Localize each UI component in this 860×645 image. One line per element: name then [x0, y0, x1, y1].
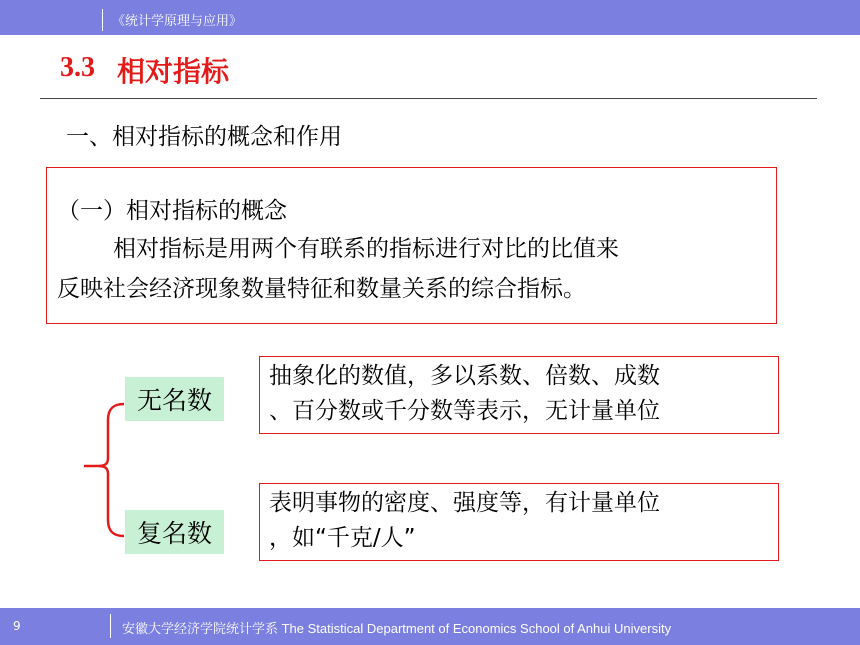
desc-dimensionless-line-2: 、百分数或千分数等表示，无计量单位 — [269, 398, 660, 424]
header-bar — [0, 0, 860, 35]
footer-bar — [0, 608, 860, 645]
desc-compound-unit-line-2: ，如“千克/人” — [269, 525, 416, 551]
slide-title: 相对指标 — [117, 55, 230, 88]
title-divider — [40, 98, 817, 99]
bracket-connector — [80, 400, 126, 550]
label-dimensionless: 无名数 — [125, 377, 224, 421]
section-heading: 一、相对指标的概念和作用 — [66, 124, 342, 150]
concept-body-line-1: 相对指标是用两个有联系的指标进行对比的比值来 — [113, 236, 619, 262]
desc-dimensionless-line-1: 抽象化的数值，多以系数、倍数、成数 — [269, 363, 660, 389]
header-divider — [102, 9, 103, 31]
label-compound-unit: 复名数 — [125, 510, 224, 554]
concept-box — [46, 167, 777, 324]
concept-subheading: （一）相对指标的概念 — [57, 198, 287, 224]
desc-compound-unit-line-1: 表明事物的密度、强度等，有计量单位 — [269, 490, 660, 516]
desc-dimensionless — [259, 356, 779, 434]
slide-title-number: 3.3 — [60, 52, 95, 83]
course-title: 《统计学原理与应用》 — [112, 14, 243, 29]
desc-compound-unit — [259, 483, 779, 561]
footer-caption: 安徽大学经济学院统计学系 The Statistical Department of Economics School of Anhui University — [122, 621, 672, 636]
footer-divider — [110, 614, 111, 638]
concept-body-line-2: 反映社会经济现象数量特征和数量关系的综合指标。 — [57, 276, 586, 302]
page-number: 9 — [13, 619, 21, 633]
